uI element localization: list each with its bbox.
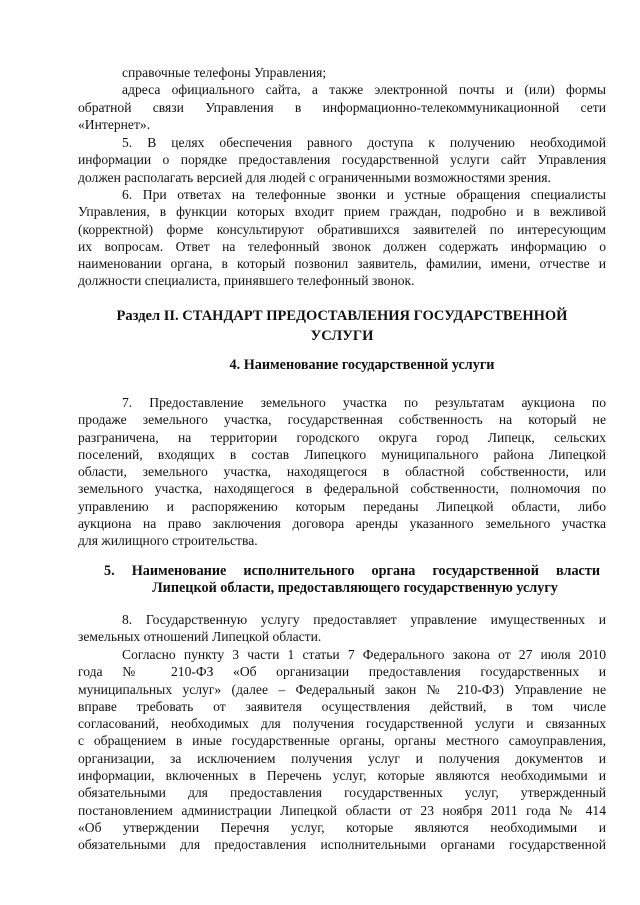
text-line: муниципальных услуг» (далее – Федеральный закон № 210-ФЗ) Управление не: [78, 681, 606, 697]
text-line: адреса официального сайта, а также электронной почты и (или) формы: [122, 82, 606, 98]
text-line: 6. При ответах на телефонные звонки и устные обращения специалисты: [122, 187, 606, 202]
text-line: должности специалиста, принявшего телефонный звонок.: [78, 273, 415, 289]
text-line: года № 210-ФЗ «Об организации предоставления государственных и: [78, 664, 606, 680]
paragraph-7: [78, 394, 606, 550]
text-line: обязательными для предоставления государственных услуг, утвержденный: [78, 785, 606, 801]
text-line: 8. Государственную услугу предоставляет управление имущественных и: [122, 612, 606, 627]
subsection-heading: 4. Наименование государственной услуги: [229, 357, 495, 373]
text-line: обратной связи Управления в информационно-телекоммуникационной сети: [78, 99, 606, 115]
subsection-5-title: [78, 563, 606, 598]
text-line: вправе требовать от заявителя осуществления действий, в том числе: [78, 698, 606, 714]
paragraph-6: [78, 186, 606, 290]
text-line: (корректной) форме консультируют обратившихся заявителей по интересующим: [78, 221, 606, 237]
text-line: с обращением в иные государственные органы, органы местного самоуправления,: [78, 733, 606, 749]
paragraph-9: [78, 646, 606, 854]
text-line: 7. Предоставление земельного участка по результатам аукциона по: [122, 395, 606, 410]
text-line: их вопросам. Ответ на телефонный звонок должен содержать информацию о: [78, 238, 606, 254]
text-line: Согласно пункту 3 части 1 статьи 7 Федерального закона от 27 июля 2010: [122, 647, 606, 662]
text-line: постановлением администрации Липецкой области от 23 ноября 2011 года № 414: [78, 802, 606, 818]
text-line: земельного участка, находящегося в федеральной собственности, полномочия по: [78, 481, 606, 497]
text-line: наименовании органа, в который позвонил заявитель, фамилии, имени, отчестве и: [78, 256, 606, 272]
text-line: управлению и распоряжению которым переданы Липецкой области, либо: [78, 498, 606, 514]
paragraph-8: [78, 611, 606, 646]
text-line: информации о порядке предоставления государственной услуги сайт Управления: [78, 152, 606, 168]
text-line: организации, за исключением получения услуг и получения документов и: [78, 750, 606, 766]
section-title-line: Раздел II. СТАНДАРТ ПРЕДОСТАВЛЕНИЯ ГОСУДАРСТВЕННОЙ: [116, 308, 568, 324]
paragraph-5: [78, 134, 606, 186]
text-line: 5. В целях обеспечения равного доступа к получению необходимой: [122, 135, 606, 150]
subsection-heading: Липецкой области, предоставляющего государственную услугу: [152, 580, 558, 597]
subsection-4-title: [78, 357, 606, 374]
text-line: обязательными для предоставления исполнительными органами государственной: [78, 837, 606, 853]
text-line: земельных отношений Липецкой области.: [78, 629, 322, 645]
text-line: должен располагать версией для людей с ограниченными возможностями зрения.: [78, 169, 551, 185]
text-line: согласований, необходимых для получения государственной услуги и связанных: [78, 716, 606, 732]
subsection-heading: 5. Наименование исполнительного органа государственной власти: [104, 563, 600, 579]
text-line: разграничена, на территории городского округа город Липецк, сельских: [78, 429, 606, 445]
text-line: Управления, в функции которых входит прием граждан, подробно и в вежливой: [78, 204, 606, 220]
section-2-title: [78, 306, 606, 346]
text-line: области, земельного участка, находящегося в областной собственности, или: [78, 464, 606, 480]
text-line: для жилищного строительства.: [78, 533, 258, 549]
text-line: справочные телефоны Управления;: [122, 65, 327, 80]
text-line: продаже земельного участка, государственная собственность на который не: [78, 412, 606, 428]
text-line: информации, включенных в Перечень услуг, которые являются необходимыми и: [78, 768, 606, 784]
text-line: «Об утверждении Перечня услуг, которые являются необходимыми и: [78, 819, 606, 835]
text-line: «Интернет».: [78, 116, 151, 132]
text-line: аукциона на право заключения договора аренды указанного земельного участка: [78, 516, 606, 532]
paragraph-contacts: [78, 64, 606, 133]
section-title-line: УСЛУГИ: [310, 328, 374, 344]
text-line: поселений, входящих в состав Липецкого муниципального района Липецкой: [78, 446, 606, 462]
